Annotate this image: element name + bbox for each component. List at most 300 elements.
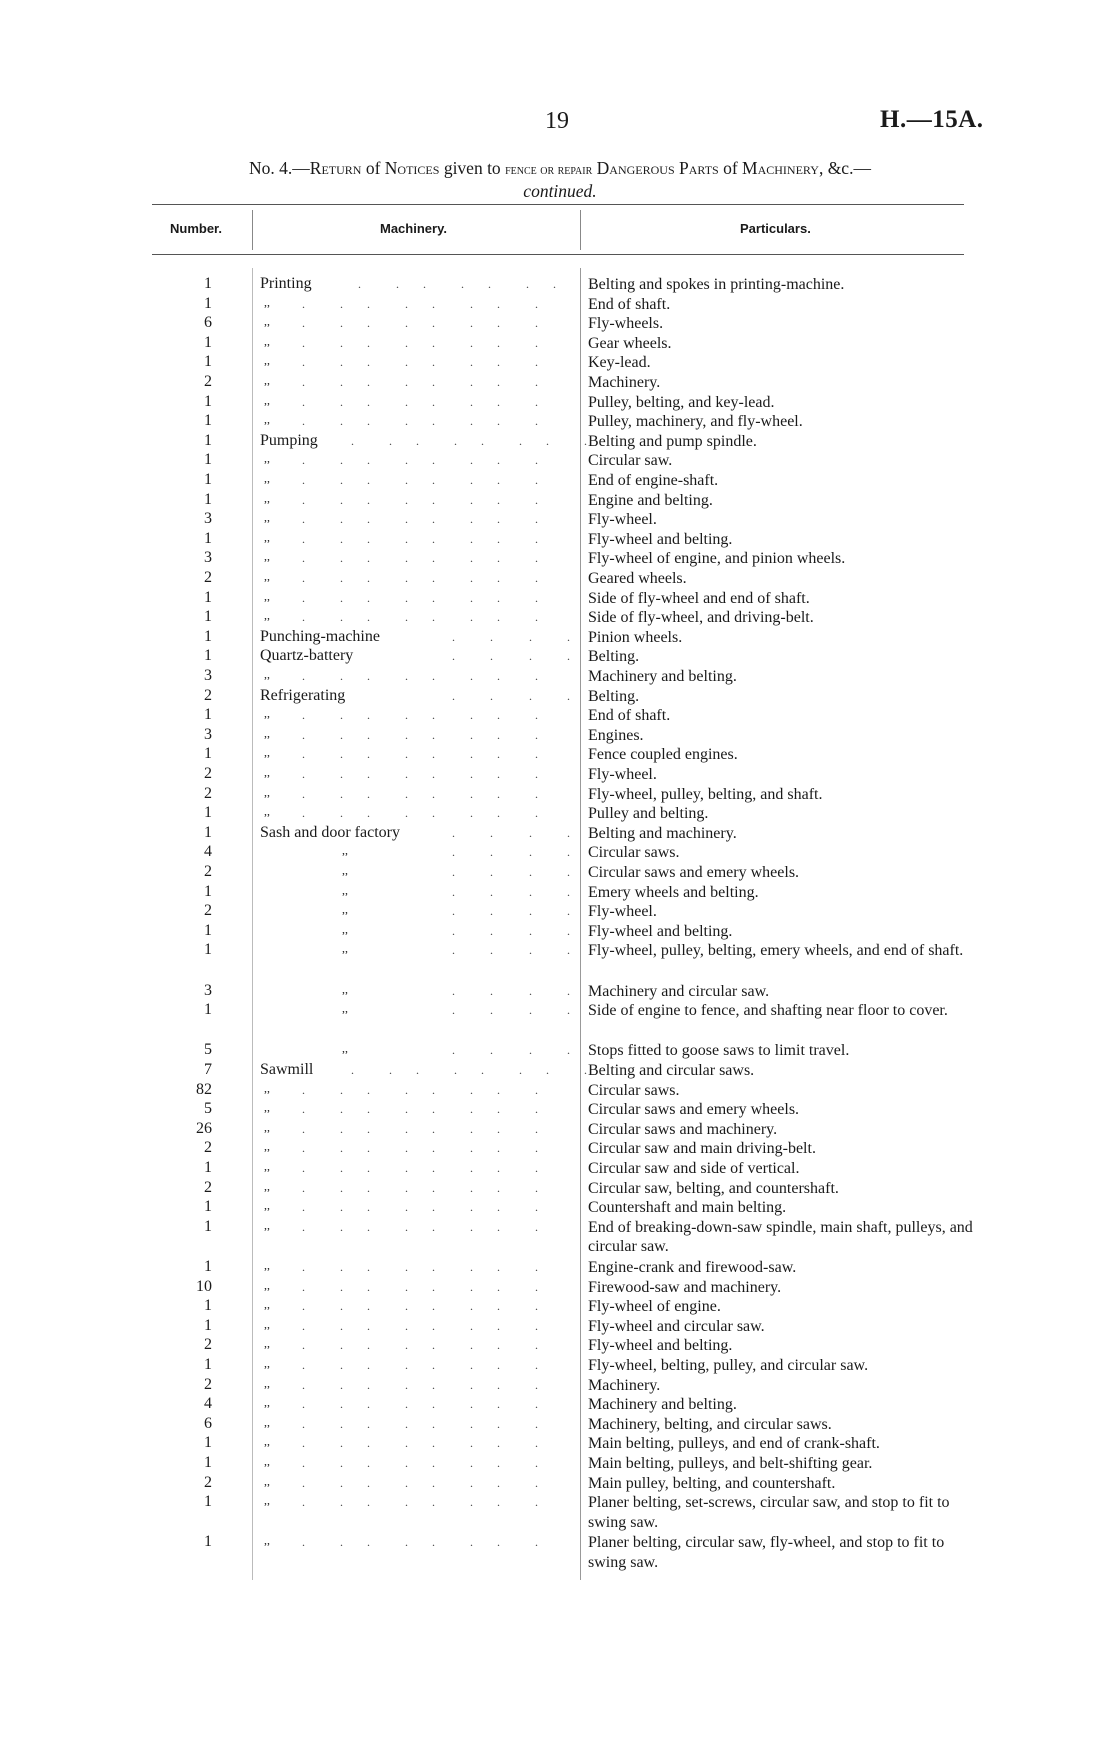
leader-dots: . . . . [452,1003,570,1018]
row-machinery: ,, [264,1119,270,1134]
row-number: 2 [204,863,212,880]
row-machinery: ,, [264,1198,270,1213]
row-number: 1 [204,471,212,488]
leader-dots: . . . . . . . . [302,708,538,723]
row-machinery: ,, [264,353,270,368]
row-number: 6 [204,1414,212,1432]
row-particulars: Planer belting, circular saw, fly-wheel, and stop to fit to swing saw. [588,1534,945,1571]
table-row [152,1317,972,1337]
row-particulars: Fly-wheel. [588,903,657,921]
row-machinery: ,, [264,451,270,466]
table-row [152,334,972,354]
row-number: 1 [204,1454,212,1471]
row-number: 3 [204,667,212,684]
leader-dots: . . . . . . . . [302,806,538,821]
table-row [152,1061,972,1081]
row-number: 4 [204,1395,212,1413]
row-number: 1 [204,1434,212,1452]
row-number: 7 [204,1061,212,1078]
row-particulars: Geared wheels. [588,570,687,587]
row-machinery: ,, [264,1356,270,1370]
row-machinery: ,, [264,510,270,525]
table-row [152,1041,972,1061]
row-number: 1 [204,490,212,508]
table-row [152,863,972,883]
document-reference: H.—15A. [880,106,984,133]
leader-dots: . . . . . . . . [358,277,594,291]
row-number: 2 [204,1473,212,1491]
table-row [152,589,972,609]
row-number: 2 [204,569,212,586]
table-row [152,1336,972,1356]
row-number: 1 [204,588,212,606]
leader-dots: . . . . . . . . [302,767,538,781]
row-number: 1 [204,706,212,724]
table-row [152,1120,972,1140]
row-particulars: Gear wheels. [588,334,672,352]
table-row [152,667,972,687]
row-machinery: ,, [264,294,270,309]
row-particulars: Machinery and belting. [588,1396,737,1414]
row-number: 1 [204,353,212,371]
row-number: 1 [204,941,212,959]
title-continued: continued. [523,181,597,201]
table-row [152,373,972,393]
table-row [152,824,972,844]
row-particulars: Fly-wheel, belting, pulley, and circular saw. [588,1357,869,1374]
table-row [152,647,972,667]
row-number: 2 [204,373,212,390]
leader-dots: . . . . . . . . [302,1180,538,1195]
row-number: 82 [196,1080,212,1098]
row-number: 2 [204,765,212,782]
row-machinery: Refrigerating [260,686,346,704]
row-particulars: Fence coupled engines. [588,746,738,764]
row-machinery: ,, [264,1414,270,1429]
leader-dots: . . . . . . . . [302,1102,538,1117]
row-number: 2 [204,1375,212,1393]
row-particulars: Pulley, belting, and key-lead. [588,393,775,411]
row-machinery: ,, [264,1395,270,1410]
row-particulars: Fly-wheel, pulley, belting, emery wheels, and end of shaft. [588,942,964,960]
row-particulars: Fly-wheel. [588,766,657,783]
table-row [152,432,972,452]
table-row [152,902,972,922]
leader-dots: . . . . . . . . [302,1279,538,1294]
table-row [152,1474,972,1494]
leader-dots: . . . . . . . . [302,1260,538,1274]
table-row [152,706,972,726]
leader-dots: . . . . . . . . [302,1416,538,1431]
row-number: 1 [204,529,212,547]
table-title [150,158,970,201]
row-number: 1 [204,294,212,312]
row-number: 26 [196,1119,212,1137]
row-machinery: ,, [264,569,270,583]
leader-dots: . . . . . . . . [302,453,538,468]
table-row [152,726,972,746]
row-machinery: ,, [264,1493,270,1508]
column-divider [252,210,253,250]
title-part: fence or repair [505,163,593,178]
row-number: 2 [204,686,212,704]
leader-dots: . . . . . . . . [302,1495,538,1510]
leader-dots: . . . . . . . . [302,1161,538,1175]
row-particulars: Pinion wheels. [588,628,683,646]
row-particulars: End of shaft. [588,295,671,313]
row-machinery: ,, [264,804,270,819]
row-number: 1 [204,412,212,430]
row-machinery: ,, [264,529,270,544]
leader-dots: . . . . . . . . [302,512,538,527]
row-machinery: Sawmill [260,1061,314,1078]
row-machinery: ,, [264,1178,270,1193]
row-machinery: ,, [264,1297,270,1312]
row-machinery: ,, [264,1336,270,1351]
row-particulars: Circular saws and emery wheels. [588,864,800,881]
leader-dots: . . . . . . . . [302,1338,538,1353]
row-number: 1 [204,608,212,626]
row-particulars: Fly-wheels. [588,315,664,333]
row-machinery: Quartz-battery [260,647,354,665]
leader-dots: . . . . . . . . [302,394,538,409]
leader-dots: . . . . [452,649,570,664]
leader-dots: . . . . . . . . [302,747,538,762]
row-particulars: Circular saw, belting, and countershaft. [588,1179,839,1197]
row-particulars: Firewood-saw and machinery. [588,1278,782,1296]
leader-dots: . . . . . . . . [302,727,538,742]
row-machinery: ,, [264,1473,270,1488]
table-row [152,745,972,765]
leader-dots: . . . . [452,904,570,919]
row-particulars: Countershaft and main belting. [588,1199,787,1217]
row-particulars: Planer belting, set-screws, circular saw, and stop to fit to swing saw. [588,1494,950,1531]
row-number: 1 [204,647,212,665]
leader-dots: . . . . . . . . [302,414,538,429]
row-machinery: ,, [264,1139,270,1154]
row-number: 3 [204,549,212,567]
row-number: 1 [204,882,212,900]
table-row [152,491,972,511]
table-row [152,1493,972,1531]
leader-dots: . . . . [452,629,570,644]
table-row [152,353,972,373]
leader-dots: . . . . . . . . [302,1219,538,1234]
row-machinery: ,, [342,882,348,897]
leader-dots: . . . . . . . . [302,551,538,566]
table-row [152,471,972,491]
table-row [152,687,972,707]
row-particulars: Circular saw and side of vertical. [588,1160,800,1177]
page-number: 19 [545,108,569,134]
leader-dots: . . . . . . . . [302,1456,538,1470]
table-row [152,393,972,413]
row-particulars: Fly-wheel of engine, and pinion wheels. [588,550,846,568]
leader-dots: . . . . . . . . [302,1436,538,1451]
row-number: 1 [204,1493,212,1511]
row-number: 2 [204,902,212,920]
title-part: Dangerous Parts [596,158,719,178]
leader-dots: . . . . [452,845,570,860]
row-machinery: ,, [342,921,348,936]
table-row [152,1179,972,1199]
row-number: 1 [204,1356,212,1373]
row-machinery: ,, [264,765,270,779]
column-divider [580,210,581,250]
table-row [152,1258,972,1278]
leader-dots: . . . . [452,943,570,958]
leader-dots: . . . . . . . . [302,296,538,311]
row-number: 6 [204,314,212,332]
table-row [152,1356,972,1376]
title-part: of [718,158,743,178]
table-row [152,569,972,589]
leader-dots: . . . . . . . . [302,786,538,801]
row-number: 3 [204,981,212,999]
row-number: 5 [204,1100,212,1118]
row-particulars: Machinery. [588,374,661,391]
row-particulars: Engines. [588,726,644,744]
leader-dots: . . . . . . . . [302,316,538,331]
table-row [152,1081,972,1101]
leader-dots: . . . . . . . . [302,571,538,585]
table-row [152,922,972,942]
row-particulars: Fly-wheel, pulley, belting, and shaft. [588,785,823,803]
leader-dots: . . . . [452,688,570,703]
table-row [152,275,972,295]
title-part: Machinery [742,158,819,178]
row-machinery: ,, [264,333,270,348]
row-machinery: ,, [264,1100,270,1115]
table-row [152,1454,972,1474]
table-row [152,628,972,648]
table-row [152,1376,972,1396]
table-row [152,1198,972,1218]
row-particulars: Main belting, pulleys, and belt-shifting gear. [588,1455,873,1472]
row-number: 1 [204,392,212,410]
row-particulars: Side of fly-wheel and end of shaft. [588,589,810,607]
leader-dots: . . . . . . . . [302,1200,538,1215]
leader-dots: . . . . . . . . [302,1377,538,1392]
table-row [152,1139,972,1159]
leader-dots: . . . . . . . . [302,1475,538,1490]
row-particulars: Machinery. [588,1376,661,1394]
row-particulars: Pulley and belting. [588,805,709,823]
row-number: 1 [204,1217,212,1235]
row-number: 3 [204,725,212,743]
row-particulars: Fly-wheel. [588,511,657,529]
row-particulars: Fly-wheel of engine. [588,1298,721,1316]
row-number: 1 [204,1159,212,1176]
row-machinery: ,, [264,1454,270,1468]
row-number: 2 [204,1178,212,1196]
header-rule-top [152,204,964,205]
row-number: 1 [204,627,212,645]
leader-dots: . . . . [452,865,570,879]
row-number: 1 [204,921,212,939]
row-machinery: Punching-machine [260,627,380,645]
row-particulars: Circular saws and emery wheels. [588,1101,800,1119]
title-prefix: No. 4.— [249,158,310,178]
table-row [152,1297,972,1317]
leader-dots: . . . . [452,983,570,998]
leader-dots: . . . . . . . . [302,590,538,605]
leader-dots: . . . . . . . . [302,1397,538,1412]
row-machinery: ,, [342,1041,348,1056]
leader-dots: . . . . . . . . [302,1082,538,1097]
leader-dots: . . . . . . . . [302,492,538,507]
row-number: 1 [204,1258,212,1275]
column-header-machinery: Machinery. [380,221,447,236]
row-number: 1 [204,275,212,292]
table-row [152,549,972,569]
row-particulars: Main belting, pulleys, and end of crank-shaft. [588,1435,880,1453]
row-particulars: Fly-wheel and belting. [588,1337,733,1355]
row-particulars: Belting and circular saws. [588,1062,755,1079]
row-machinery: ,, [264,314,270,329]
row-particulars: Fly-wheel and belting. [588,922,733,940]
table-row [152,1415,972,1435]
row-machinery: Printing [260,275,312,292]
title-part: Notices [384,158,440,178]
row-particulars: End of breaking-down-saw spindle, main shaft, pulleys, and circular saw. [588,1218,973,1256]
leader-dots: . . . . . . . . [302,1535,538,1550]
table-row [152,451,972,471]
row-machinery: ,, [264,549,270,564]
row-number: 1 [204,1297,212,1315]
row-machinery: ,, [264,1080,270,1095]
table-row [152,1434,972,1454]
row-particulars: Emery wheels and belting. [588,883,759,901]
row-particulars: Machinery and belting. [588,668,737,685]
row-machinery: ,, [264,490,270,505]
row-number: 1 [204,451,212,469]
row-machinery: ,, [264,706,270,721]
row-machinery: ,, [264,1434,270,1449]
table-row [152,1001,972,1021]
row-machinery: Sash and door factory [260,823,400,841]
row-machinery: ,, [264,745,270,760]
row-machinery: ,, [342,941,348,956]
row-number: 2 [204,1336,212,1354]
row-machinery: ,, [264,1159,270,1173]
row-machinery: ,, [264,471,270,485]
title-part: of [361,158,385,178]
row-number: 5 [204,1041,212,1059]
leader-dots: . . . . . . . . [351,433,587,448]
column-header-number: Number. [170,221,223,236]
row-machinery: ,, [264,373,270,387]
title-part: Return [309,158,362,178]
row-machinery: ,, [264,1375,270,1390]
row-machinery: ,, [264,588,270,603]
row-number: 1 [204,823,212,841]
row-particulars: Side of fly-wheel, and driving-belt. [588,609,814,627]
row-particulars: End of shaft. [588,707,671,725]
row-machinery: Pumping [260,431,318,449]
row-particulars: Machinery and circular saw. [588,982,770,1000]
row-number: 1 [204,745,212,763]
leader-dots: . . . . . . . . [302,610,538,625]
row-number: 1 [204,1316,212,1334]
leader-dots: . . . . . . . . [302,1358,538,1372]
row-particulars: Machinery, belting, and circular saws. [588,1415,832,1433]
row-number: 1 [204,431,212,449]
leader-dots: . . . . . . . . [302,531,538,546]
leader-dots: . . . . [452,825,570,840]
row-machinery: ,, [264,412,270,427]
row-machinery: ,, [342,902,348,917]
table-row [152,412,972,432]
row-number: 2 [204,784,212,802]
leader-dots: . . . . . . . . [302,355,538,370]
row-machinery: ,, [342,1001,348,1016]
title-part: given to [439,158,506,178]
leader-dots: . . . . [452,923,570,938]
table-row [152,608,972,628]
table-row [152,804,972,824]
row-particulars: Stops fitted to goose saws to limit travel. [588,1042,850,1060]
row-particulars: Circular saws. [588,1081,680,1099]
leader-dots: . . . . [452,884,570,899]
row-particulars: Belting and spokes in printing-machine. [588,276,845,293]
table-row [152,510,972,530]
table-row [152,765,972,785]
leader-dots: . . . . . . . . [302,473,538,487]
row-particulars: Engine-crank and firewood-saw. [588,1259,797,1276]
row-number: 4 [204,843,212,861]
row-number: 1 [204,1533,212,1551]
row-particulars: Circular saws and machinery. [588,1120,778,1138]
table-row [152,785,972,805]
table-row [152,1217,973,1256]
row-particulars: End of engine-shaft. [588,472,719,489]
row-machinery: ,, [264,1277,270,1292]
row-particulars: Circular saws. [588,844,680,862]
row-machinery: ,, [264,1258,270,1272]
row-machinery: ,, [264,784,270,799]
row-particulars: Key-lead. [588,354,651,372]
row-number: 10 [196,1277,212,1295]
row-machinery: ,, [342,863,348,877]
row-particulars: Engine and belting. [588,491,713,509]
row-particulars: Pulley, machinery, and fly-wheel. [588,413,803,431]
row-particulars: Belting. [588,687,640,705]
table-row [152,1159,972,1179]
table-row [152,1533,972,1571]
row-machinery: ,, [264,1316,270,1331]
row-machinery: ,, [342,981,348,996]
row-particulars: Fly-wheel and belting. [588,530,733,548]
row-machinery: ,, [264,1217,270,1232]
table-row [152,295,972,315]
table-row [152,1100,972,1120]
row-particulars: Circular saw. [588,452,673,470]
leader-dots: . . . . . . . . [351,1063,587,1077]
row-machinery: ,, [264,392,270,407]
leader-dots: . . . . . . . . [302,1299,538,1314]
row-particulars: Main pulley, belting, and countershaft. [588,1474,836,1492]
row-machinery: ,, [264,1533,270,1548]
row-number: 1 [204,1198,212,1216]
table-row [152,982,972,1002]
row-particulars: Circular saw and main driving-belt. [588,1140,816,1158]
leader-dots: . . . . [452,1043,570,1058]
column-header-particulars: Particulars. [740,221,811,236]
leader-dots: . . . . . . . . [302,1141,538,1156]
row-machinery: ,, [264,667,270,681]
row-number: 1 [204,333,212,351]
